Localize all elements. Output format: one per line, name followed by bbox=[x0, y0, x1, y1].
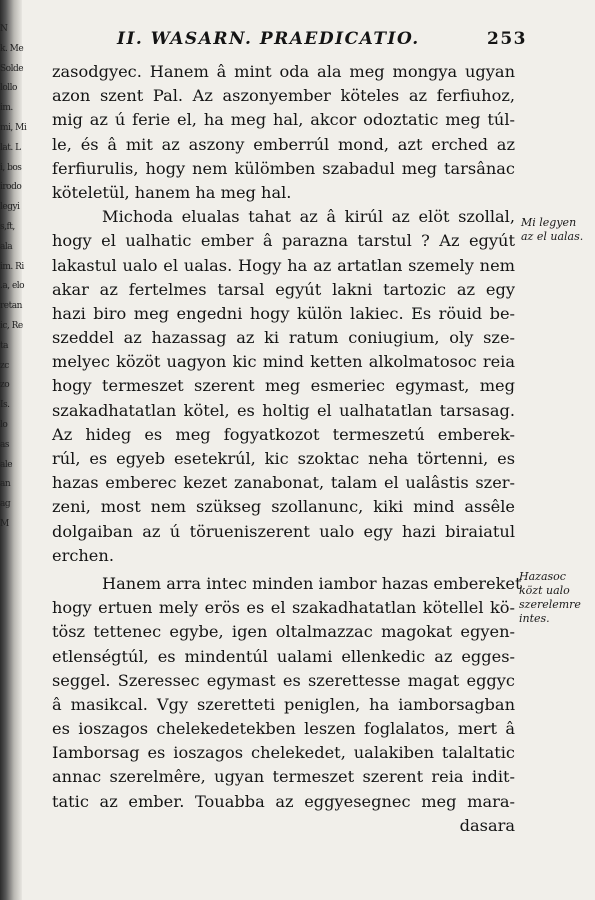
margin-note bbox=[521, 216, 583, 244]
gutter-text bbox=[0, 20, 27, 880]
text-line: annac szerelmêre, ugyan termeszet szerent reia indit- bbox=[52, 767, 515, 787]
text-line: ferfiurulis, hogy nem külömben szabadul meg tarsânac bbox=[52, 158, 515, 178]
text-line: erchen. bbox=[52, 545, 114, 565]
gutter-line: Solde bbox=[0, 63, 24, 74]
margin-note bbox=[519, 570, 581, 626]
margin-note-line: közt ualo bbox=[519, 584, 570, 597]
gutter-line: i, bos bbox=[0, 162, 22, 173]
text-line: dolgaiban az ú törueniszerent ualo egy hazi biraiatul bbox=[52, 521, 515, 541]
text-line: etlenségtúl, es mindentúl ualami ellenkedic az egges- bbox=[52, 646, 515, 666]
text-line: es ioszagos chelekedetekben leszen foglalatos, mert â bbox=[52, 719, 515, 739]
running-title: II. WASARN. PRAEDICATIO. bbox=[117, 29, 420, 49]
text-line: lakastul ualo el ualas. Hogy ha az artatlan szemely nem bbox=[52, 255, 515, 275]
gutter-line: s,ft, bbox=[0, 221, 15, 232]
text-line: köteletül, hanem ha meg hal. bbox=[52, 182, 292, 202]
text-line: zeni, most nem szükseg szollanunc, kiki mind assêle bbox=[52, 497, 515, 517]
text-line: tösz tettenec egybe, igen oltalmazzac magokat egyen- bbox=[52, 622, 515, 642]
text-line: le, és â mit az aszony emberrúl mond, azt erched az bbox=[52, 134, 515, 154]
gutter-line: zo bbox=[0, 380, 10, 391]
gutter-line: mi, Mi bbox=[0, 122, 27, 133]
gutter-line: ic, Re bbox=[0, 320, 23, 331]
text-line: mig az ú ferie el, ha meg hal, akcor odoztatic meg túl- bbox=[52, 110, 515, 130]
margin-note-line: az el ualas. bbox=[521, 230, 584, 243]
gutter-line: irodo bbox=[0, 182, 22, 193]
margin-note-line: intes. bbox=[519, 612, 550, 625]
gutter-line: k. Me bbox=[0, 43, 24, 54]
text-line: hogy ertuen mely erös es el szakadhatatlan kötellel kö- bbox=[52, 598, 515, 618]
text-line: hazas emberec kezet zanabonat, talam el ualâstis szer- bbox=[52, 473, 515, 493]
text-line: azon szent Pal. Az aszonyember köteles az ferfiuhoz, bbox=[52, 86, 515, 106]
main-text bbox=[52, 60, 522, 838]
gutter-line: retan bbox=[0, 301, 22, 312]
gutter-line: ta bbox=[0, 340, 8, 351]
text-line: hogy el ualhatic ember â parazna tarstul ? Az egyút bbox=[52, 231, 515, 251]
page-number: 253 bbox=[487, 29, 527, 49]
text-line: Hanem arra intec minden iambor hazas embereket bbox=[102, 573, 522, 593]
margin-note-line: szerelemre bbox=[519, 598, 581, 611]
gutter-line: lat. L bbox=[0, 142, 21, 153]
text-line: rúl, es egyeb esetekrúl, kic szoktac neha törtenni, es bbox=[52, 449, 515, 468]
gutter-line: ale bbox=[0, 459, 13, 470]
gutter-line: lollo bbox=[0, 83, 17, 94]
gutter-line: an bbox=[0, 479, 11, 490]
gutter-line: N bbox=[0, 24, 8, 34]
text-line: akar az fertelmes tarsal egyút lakni tartozic az egy bbox=[52, 279, 515, 299]
gutter-line: ala bbox=[0, 241, 13, 252]
text-line: Iamborsag es ioszagos chelekedet, ualakiben talaltatic bbox=[52, 743, 515, 763]
text-line: Az hideg es meg fogyatkozot termeszetú emberek- bbox=[52, 424, 515, 444]
gutter-line: as bbox=[0, 439, 9, 450]
text-line: â masikcal. Vgy szeretteti peniglen, ha iamborsagban bbox=[52, 694, 515, 714]
margin-note-line: Mi legyen bbox=[521, 216, 577, 229]
catchword: dasara bbox=[459, 815, 515, 835]
text-line: zasodgyec. Hanem â mint oda ala meg mongya ugyan bbox=[52, 62, 515, 81]
gutter-line: im. bbox=[0, 103, 13, 114]
text-line: hogy termeszet szerent meg esmeriec egymast, meg bbox=[52, 376, 515, 396]
text-line: Michoda elualas tahat az â kirúl az elöt szollal, bbox=[102, 207, 515, 227]
margin-note-line: Hazasoc bbox=[519, 570, 566, 583]
gutter-line: zc bbox=[0, 360, 9, 371]
text-line: szeddel az hazassag az ki ratum coniugium, oly sze- bbox=[52, 328, 515, 348]
text-line: szakadhatatlan kötel, es holtig el ualhatatlan tarsasag. bbox=[52, 400, 515, 420]
text-line: seggel. Szeressec egymast es szerettesse magat eggyc bbox=[52, 670, 515, 690]
gutter-line: Is. bbox=[0, 400, 10, 411]
gutter-line: legyi bbox=[0, 202, 20, 213]
gutter-line: .a, elo bbox=[0, 281, 25, 292]
text-line: melyec közöt uagyon kic mind ketten alkolmatosoc reia bbox=[52, 352, 515, 372]
gutter-line: im. Ri bbox=[0, 261, 24, 272]
text-line: hazi biro meg engedni hogy külön lakiec. Es röuid be- bbox=[52, 303, 515, 323]
gutter-line: lo bbox=[0, 419, 8, 430]
gutter-line: ag bbox=[0, 499, 11, 510]
text-line: tatic az ember. Touabba az eggyesegnec meg mara- bbox=[52, 791, 515, 811]
gutter-line: M bbox=[0, 518, 9, 529]
running-header bbox=[117, 29, 527, 53]
